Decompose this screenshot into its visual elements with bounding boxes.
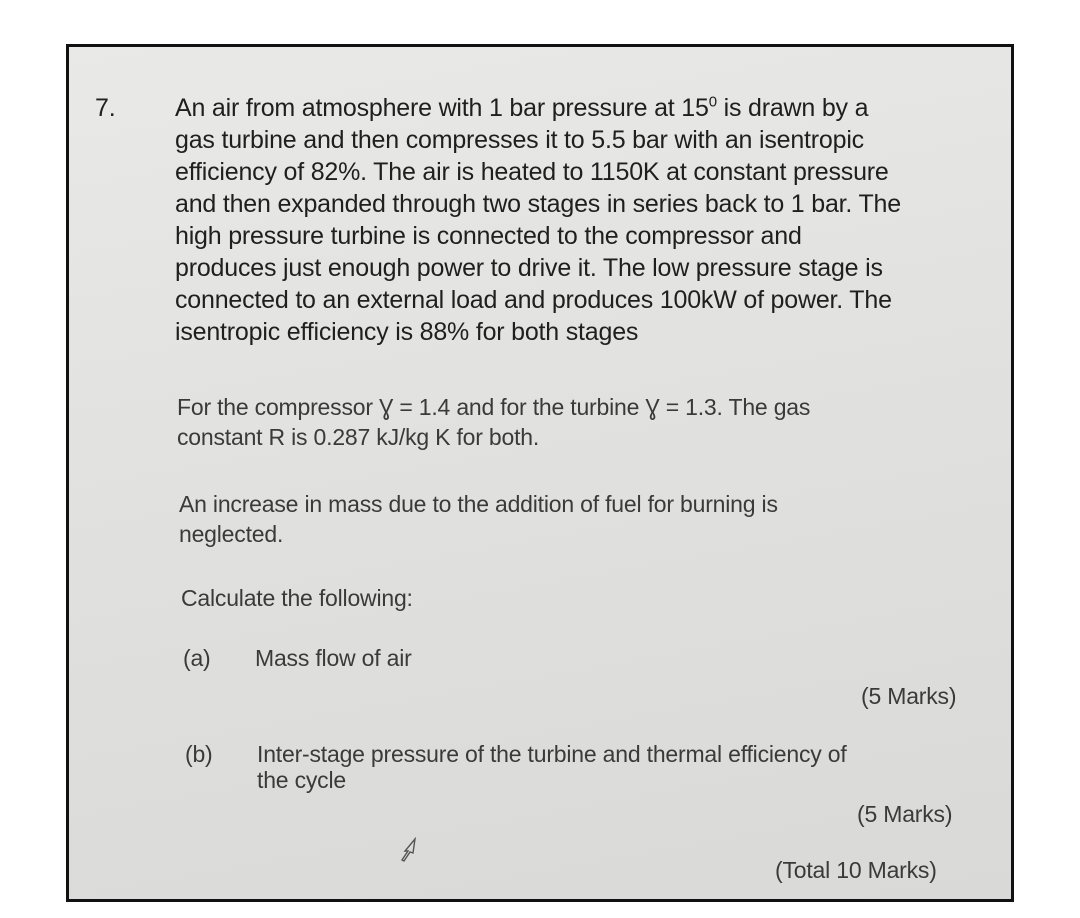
paragraph2-line-2: constant R is 0.287 kJ/kg K for both. <box>177 424 540 450</box>
paragraph2-line-1: For the compressor Ɣ = 1.4 and for the turbine Ɣ = 1.3. The gas <box>177 394 811 420</box>
mouse-pointer-icon <box>399 837 421 863</box>
part-b-marks: (5 Marks) <box>857 801 953 827</box>
part-a-marks: (5 Marks) <box>861 683 957 709</box>
paragraph1-line-1: An air from atmosphere with 1 bar pressure at $15^0$ is drawn by a <box>175 93 869 122</box>
paragraph3-line-2: neglected. <box>179 521 284 547</box>
paragraph1-line-7: connected to an external load and produces 100kW of power. The <box>175 286 892 314</box>
total-marks: (Total 10 Marks) <box>775 857 937 883</box>
paragraph3-line-1: An increase in mass due to the addition of fuel for burning is <box>179 491 778 517</box>
part-a-text: Mass flow of air <box>255 645 412 671</box>
instruction: Calculate the following: <box>181 585 413 611</box>
paragraph1-line-4: and then expanded through two stages in series back to 1 bar. The <box>175 190 901 218</box>
question-sheet <box>66 44 1014 902</box>
part-b-label: (b) <box>185 741 213 767</box>
part-b-text-line-1: Inter-stage pressure of the turbine and thermal efficiency of <box>257 741 847 767</box>
paragraph1-line-3: efficiency of 82%. The air is heated to 1150K at constant pressure <box>175 158 889 186</box>
paragraph1-line-8: isentropic efficiency is 88% for both stages <box>175 318 639 346</box>
paragraph1-line-2: gas turbine and then compresses it to 5.5 bar with an isentropic <box>175 126 864 154</box>
paragraph1-line-6: produces just enough power to drive it. The low pressure stage is <box>175 254 883 282</box>
part-a-label: (a) <box>183 645 211 671</box>
paragraph1-line-5: high pressure turbine is connected to the compressor and <box>175 222 802 250</box>
question-number: 7. <box>95 94 116 122</box>
part-b-text-line-2: the cycle <box>257 767 346 793</box>
